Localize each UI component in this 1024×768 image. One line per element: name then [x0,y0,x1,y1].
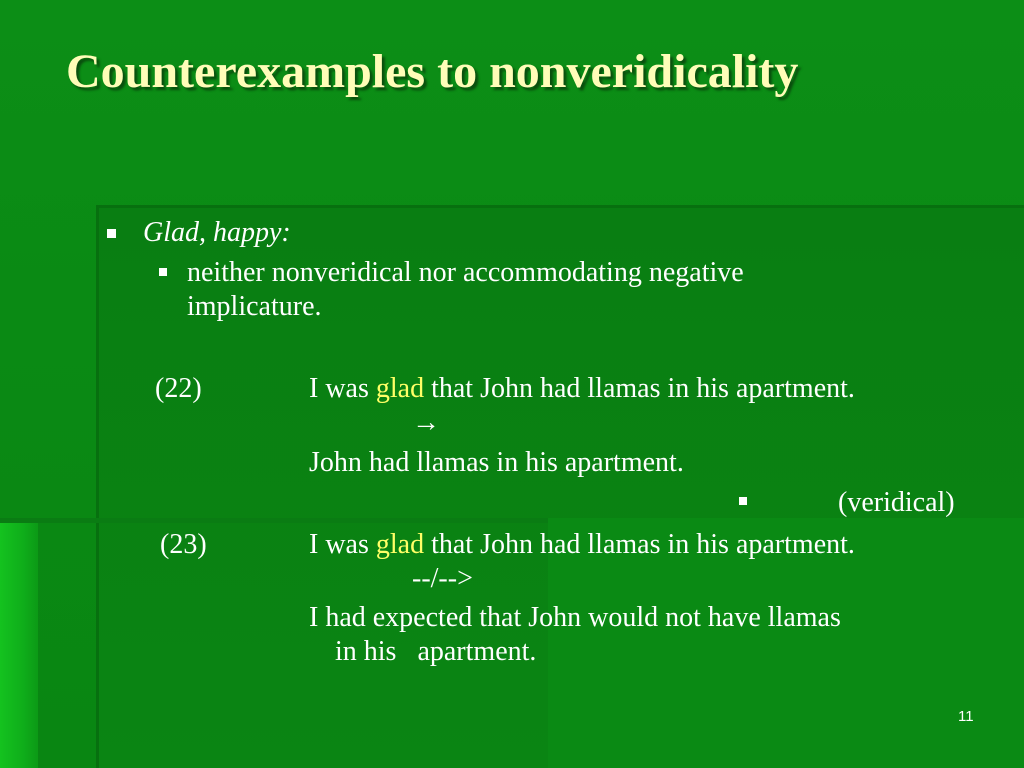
example-22-glad: glad [375,373,425,404]
example-23-conclusion-line-2: in his apartment. [335,636,537,667]
example-23-conclusion-line-1: I had expected that John would not have llamas [309,602,841,633]
example-22-pre: I was [309,373,376,404]
example-22-number: (22) [155,373,202,404]
example-23-number: (23) [160,529,207,560]
example-23-sentence [309,528,855,562]
bullet-square-icon [107,229,116,238]
example-23-post: that John had llamas in his apartment. [424,529,855,560]
example-23-pre: I was [309,529,376,560]
example-22-post: that John had llamas in his apartment. [424,373,855,404]
example-22-sentence [309,372,855,406]
page-number: 11 [958,708,974,725]
example-22-arrow: → [412,407,440,438]
sub-bullet-square-icon [159,268,167,276]
bullet-glad-happy: Glad, happy: [143,217,291,248]
example-22-tag: (veridical) [838,487,955,518]
panel-divider [0,518,548,523]
sub-bullet-line-2: implicature. [187,291,322,322]
veridical-bullet-icon [739,497,747,505]
slide-title: Counterexamples to nonveridicality [66,45,799,98]
example-23-glad: glad [375,529,425,560]
left-accent-panel [0,520,38,768]
sub-bullet-line-1: neither nonveridical nor accommodating negative [187,257,744,288]
example-22-conclusion: John had llamas in his apartment. [309,447,684,478]
example-23-arrow: --/--> [412,563,473,594]
